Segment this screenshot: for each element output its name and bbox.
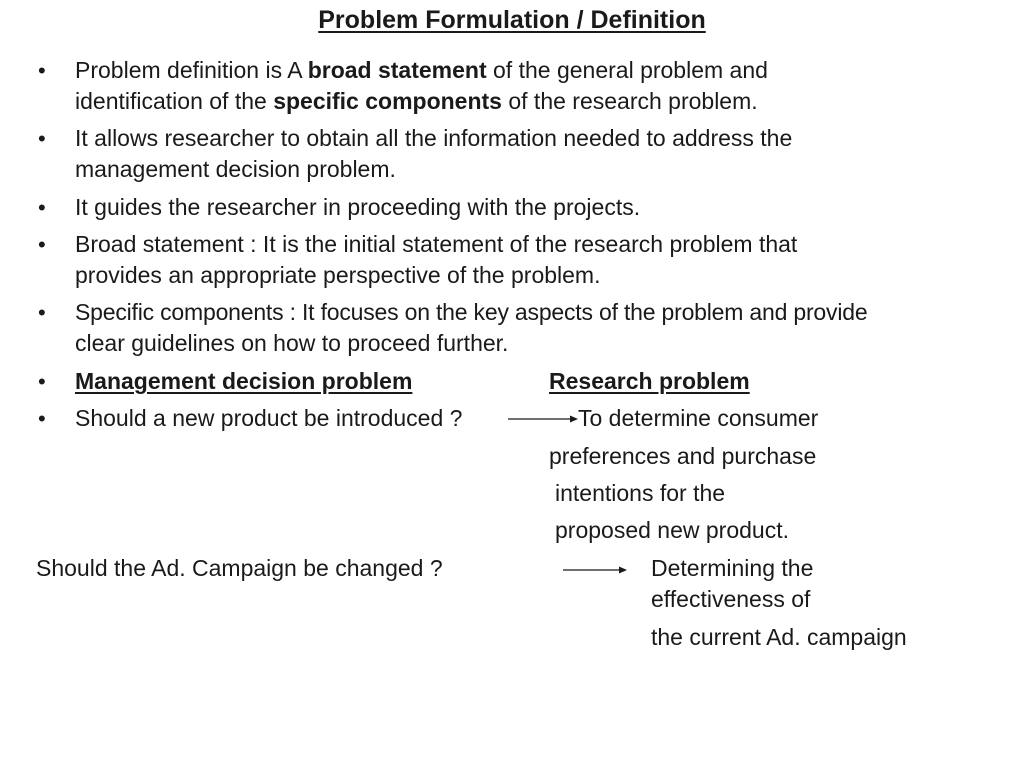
bullet-icon: • [38, 232, 46, 257]
bullet-icon: • [38, 300, 46, 325]
slide-title [0, 2, 1024, 38]
bullet-1-line-2 [75, 86, 758, 117]
arrow-right-icon [563, 565, 627, 575]
example-2-answer-line-1: Determining the [651, 555, 814, 581]
example-1-answer-line-2: preferences and purchase [549, 443, 817, 469]
bullet-icon: • [38, 369, 46, 394]
bullet-1-text-2-end: of the research problem. [501, 88, 758, 114]
slide-title-text: Problem Formulation / Definition [318, 6, 706, 34]
example-1-question: Should a new product be introduced ? [75, 405, 463, 431]
arrow-right-icon [508, 414, 578, 424]
bullet-1-text-end: of the general problem and [486, 57, 768, 83]
bullet-2-line-1: It allows researcher to obtain all the information needed to address the [75, 125, 793, 151]
bullet-4-line-2: provides an appropriate perspective of the problem. [75, 262, 601, 288]
bullet-icon: • [38, 406, 46, 431]
header-research-problem: Research problem [549, 368, 750, 394]
bullet-1-line-1 [75, 55, 768, 86]
bullet-icon: • [38, 58, 46, 83]
bullet-1-text: Problem definition is A [75, 57, 308, 83]
example-2-question: Should the Ad. Campaign be changed ? [36, 555, 443, 581]
bullet-icon: • [38, 126, 46, 151]
example-1-answer-line-4: proposed new product. [555, 517, 789, 543]
example-1-answer-line-1: To determine consumer [578, 405, 819, 431]
bullet-5-line-1: Specific components : It focuses on the key aspects of the problem and provide [75, 299, 868, 325]
bullet-1-bold-term: broad statement [307, 57, 487, 83]
bullet-2-line-2: management decision problem. [75, 156, 396, 182]
example-2-answer-line-2: effectiveness of [651, 586, 811, 612]
bullet-1-text-2: identification of the [75, 88, 274, 114]
bullet-1-bold-term-2: specific components [273, 88, 502, 114]
example-1-answer-line-3: intentions for the [555, 480, 726, 506]
example-2-answer-line-3: the current Ad. campaign [651, 624, 907, 650]
bullet-5-line-2: clear guidelines on how to proceed further. [75, 330, 509, 356]
bullet-3-line-1: It guides the researcher in proceeding with the projects. [75, 194, 641, 220]
bullet-icon: • [38, 195, 46, 220]
header-management-decision-problem: Management decision problem [75, 368, 413, 394]
bullet-4-line-1: Broad statement : It is the initial statement of the research problem that [75, 231, 798, 257]
